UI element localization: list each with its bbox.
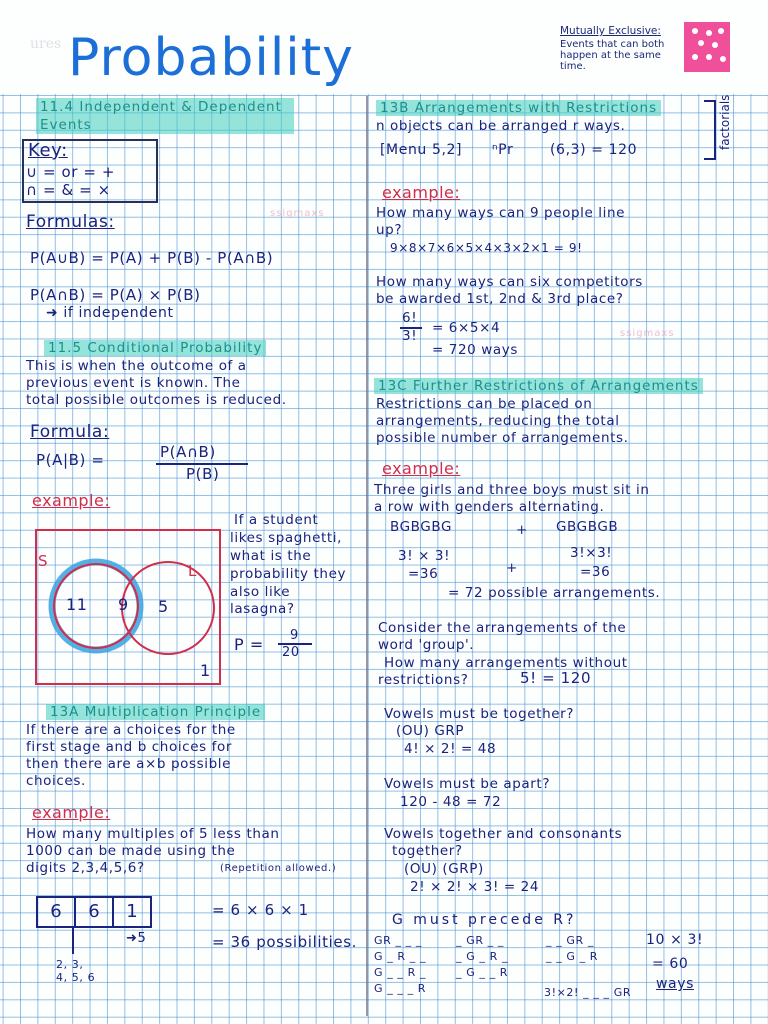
ex8-question: G must precede R?	[392, 912, 577, 928]
restriction-text-2: arrangements, reducing the total	[376, 413, 620, 429]
venn-only-s: 11	[66, 595, 88, 614]
ex6-calc: 120 - 48 = 72	[400, 794, 502, 810]
venn-answer-p: P =	[234, 635, 264, 654]
ex7-calc: 2! × 2! × 3! = 24	[410, 879, 540, 895]
factorials-label: factorials	[718, 94, 732, 150]
multiplication-text-3: then there are a×b possible	[26, 756, 232, 772]
ex3-pattern-1: BGBGBG	[390, 519, 453, 535]
mutually-exclusive-note	[560, 26, 690, 72]
stamp-mark: ssigmaxs	[620, 328, 675, 339]
ex1-question-2: up?	[376, 222, 403, 238]
venn-question-5: also like	[230, 584, 291, 600]
ex1-answer: 9×8×7×6×5×4×3×2×1 = 9!	[390, 241, 583, 255]
section-11-4-heading: 11.4 Independent & Dependent Events	[36, 98, 294, 134]
ex8-result-1: 10 × 3!	[646, 932, 704, 948]
digit-box-units: 1	[112, 896, 152, 928]
ex2-calc: = 6×5×4	[432, 320, 501, 336]
section-13a-heading: 13A Multiplication Principle	[46, 704, 265, 721]
sticky-tab	[684, 22, 730, 72]
ex8-col1-4: G _ _ _ R	[374, 982, 427, 995]
page-title: Probability	[68, 28, 354, 88]
venn-diagram	[34, 528, 224, 688]
ex5-group: (OU) GRP	[396, 723, 465, 739]
ex4-question-1: Consider the arrangements of the	[378, 620, 627, 636]
ex3-plus-2: +	[506, 560, 518, 576]
key-union: ∪ = or = +	[26, 163, 116, 181]
section-13b-heading: 13B Arrangements with Restrictions	[376, 100, 661, 117]
conditional-lhs: P(A|B) =	[36, 451, 105, 469]
ex3-calc-1-result: =36	[408, 566, 439, 582]
section-11-5-heading: 11.5 Conditional Probability	[44, 340, 266, 357]
example2-text-1: How many multiples of 5 less than	[26, 826, 280, 842]
bleed-through-text: ures	[30, 36, 62, 52]
npr-calc: (6,3) = 120	[550, 142, 638, 158]
digit-box-tens: 6	[74, 896, 114, 928]
conditional-numerator: P(A∩B)	[160, 443, 216, 461]
ex8-col3-1: _ _ GR _	[546, 934, 594, 947]
ex5-question: Vowels must be together?	[384, 706, 575, 722]
calc-line-2: = 36 possibilities.	[212, 933, 357, 951]
key-title: Key:	[28, 140, 68, 161]
digits-list: 2, 3, 4, 5, 6	[56, 958, 96, 984]
example-label-2: example:	[32, 803, 111, 822]
ex2-answer: = 720 ways	[432, 342, 518, 358]
ex3-pattern-2: GBGBGB	[556, 519, 619, 535]
restriction-text-3: possible number of arrangements.	[376, 430, 629, 446]
example-label-1: example:	[32, 491, 111, 510]
ex8-col1-1: GR _ _ _	[374, 934, 422, 947]
ex8-col2-2: _ G _ R _	[456, 950, 509, 963]
ex8-result-2: = 60	[652, 956, 689, 972]
ex3-plus: +	[516, 522, 528, 538]
ex2-frac-den: 3!	[402, 328, 418, 344]
multiplication-text-4: choices.	[26, 773, 86, 789]
ex8-col3-2: _ _ G _ R	[546, 950, 599, 963]
column-divider	[366, 96, 368, 1016]
venn-answer-den: 20	[282, 645, 300, 660]
independent-note: ➜ if independent	[46, 305, 174, 321]
example-label-3: example:	[382, 183, 461, 202]
ex8-result-3: ways	[656, 976, 695, 992]
venn-question-1: If a student	[234, 512, 319, 528]
ex7-group: (OU) (GRP)	[404, 861, 484, 877]
venn-question-2: likes spaghetti,	[230, 530, 343, 546]
formulas-label: Formulas:	[26, 212, 115, 232]
ex7-question-2: together?	[392, 843, 463, 859]
ex3-calc-2-result: =36	[580, 564, 611, 580]
example-label-4: example:	[382, 459, 461, 478]
menu-reference: [Menu 5,2]	[380, 142, 463, 158]
calc-line-1: = 6 × 6 × 1	[212, 901, 309, 919]
venn-question-3: what is the	[230, 548, 312, 564]
venn-label-s: S	[38, 552, 49, 570]
factorials-bracket	[704, 100, 716, 160]
stamp-mark: ssigmaxs	[270, 208, 325, 219]
npr-symbol: ⁿPr	[492, 142, 514, 158]
venn-answer-num: 9	[290, 628, 299, 643]
ex2-question-2: be awarded 1st, 2nd & 3rd place?	[376, 291, 624, 307]
ex2-frac-num: 6!	[402, 310, 418, 326]
ex8-col4: 3!×2! _ _ _ GR	[544, 986, 632, 999]
ex4-question-4: restrictions?	[378, 672, 469, 688]
ex8-col1-3: G _ _ R _	[374, 966, 427, 979]
venn-outside: 1	[200, 661, 211, 680]
ex3-calc-2: 3!×3!	[570, 545, 613, 561]
multiplication-text-1: If there are a choices for the	[26, 722, 236, 738]
units-arrow: ➜5	[126, 931, 147, 946]
ex7-question-1: Vowels together and consonants	[384, 826, 623, 842]
key-intersection: ∩ = & = ×	[26, 181, 111, 199]
ex3-total: = 72 possible arrangements.	[448, 585, 661, 601]
example2-text-2: 1000 can be made using the	[26, 843, 236, 859]
ex3-calc-1: 3! × 3!	[398, 548, 451, 564]
repetition-note: (Repetition allowed.)	[220, 863, 337, 874]
ex6-question: Vowels must be apart?	[384, 776, 551, 792]
conditional-denominator: P(B)	[186, 465, 220, 483]
ex4-question-3: How many arrangements without	[384, 655, 628, 671]
mutually-exclusive-text: Events that can both happen at the same time.	[560, 39, 665, 72]
ex3-question-2: a row with genders alternating.	[374, 499, 605, 515]
formula-intersection: P(A∩B) = P(A) × P(B)	[30, 286, 201, 304]
formula-label: Formula:	[30, 422, 110, 442]
venn-label-l: L	[188, 562, 197, 580]
ex1-question-1: How many ways can 9 people line	[376, 205, 626, 221]
section-13c-heading: 13C Further Restrictions of Arrangements	[374, 378, 703, 395]
mutually-exclusive-label: Mutually Exclusive:	[560, 25, 661, 37]
tree-stem	[72, 928, 74, 954]
venn-question-4: probability they	[230, 566, 347, 582]
ex2-question-1: How many ways can six competitors	[376, 274, 643, 290]
ex8-col2-3: _ G _ _ R	[456, 966, 509, 979]
ex4-question-2: word 'group'.	[378, 637, 475, 653]
digit-box-hundreds: 6	[36, 896, 76, 928]
arrangement-line: n objects can be arranged r ways.	[376, 118, 626, 134]
venn-only-l: 5	[158, 597, 169, 616]
ex4-answer: 5! = 120	[520, 669, 592, 687]
ex8-col2-1: _ GR _ _	[456, 934, 504, 947]
venn-both: 9	[118, 595, 129, 614]
ex5-calc: 4! × 2! = 48	[404, 741, 497, 757]
venn-question-6: lasagna?	[230, 601, 295, 617]
conditional-text-2: previous event is known. The	[26, 375, 241, 391]
conditional-text-3: total possible outcomes is reduced.	[26, 392, 287, 408]
restriction-text-1: Restrictions can be placed on	[376, 396, 593, 412]
ex3-question-1: Three girls and three boys must sit in	[374, 482, 650, 498]
ex8-col1-2: G _ R _ _	[374, 950, 427, 963]
example2-text-3: digits 2,3,4,5,6?	[26, 860, 145, 876]
formula-union: P(A∪B) = P(A) + P(B) - P(A∩B)	[30, 249, 274, 267]
multiplication-text-2: first stage and b choices for	[26, 739, 232, 755]
conditional-text-1: This is when the outcome of a	[26, 358, 247, 374]
